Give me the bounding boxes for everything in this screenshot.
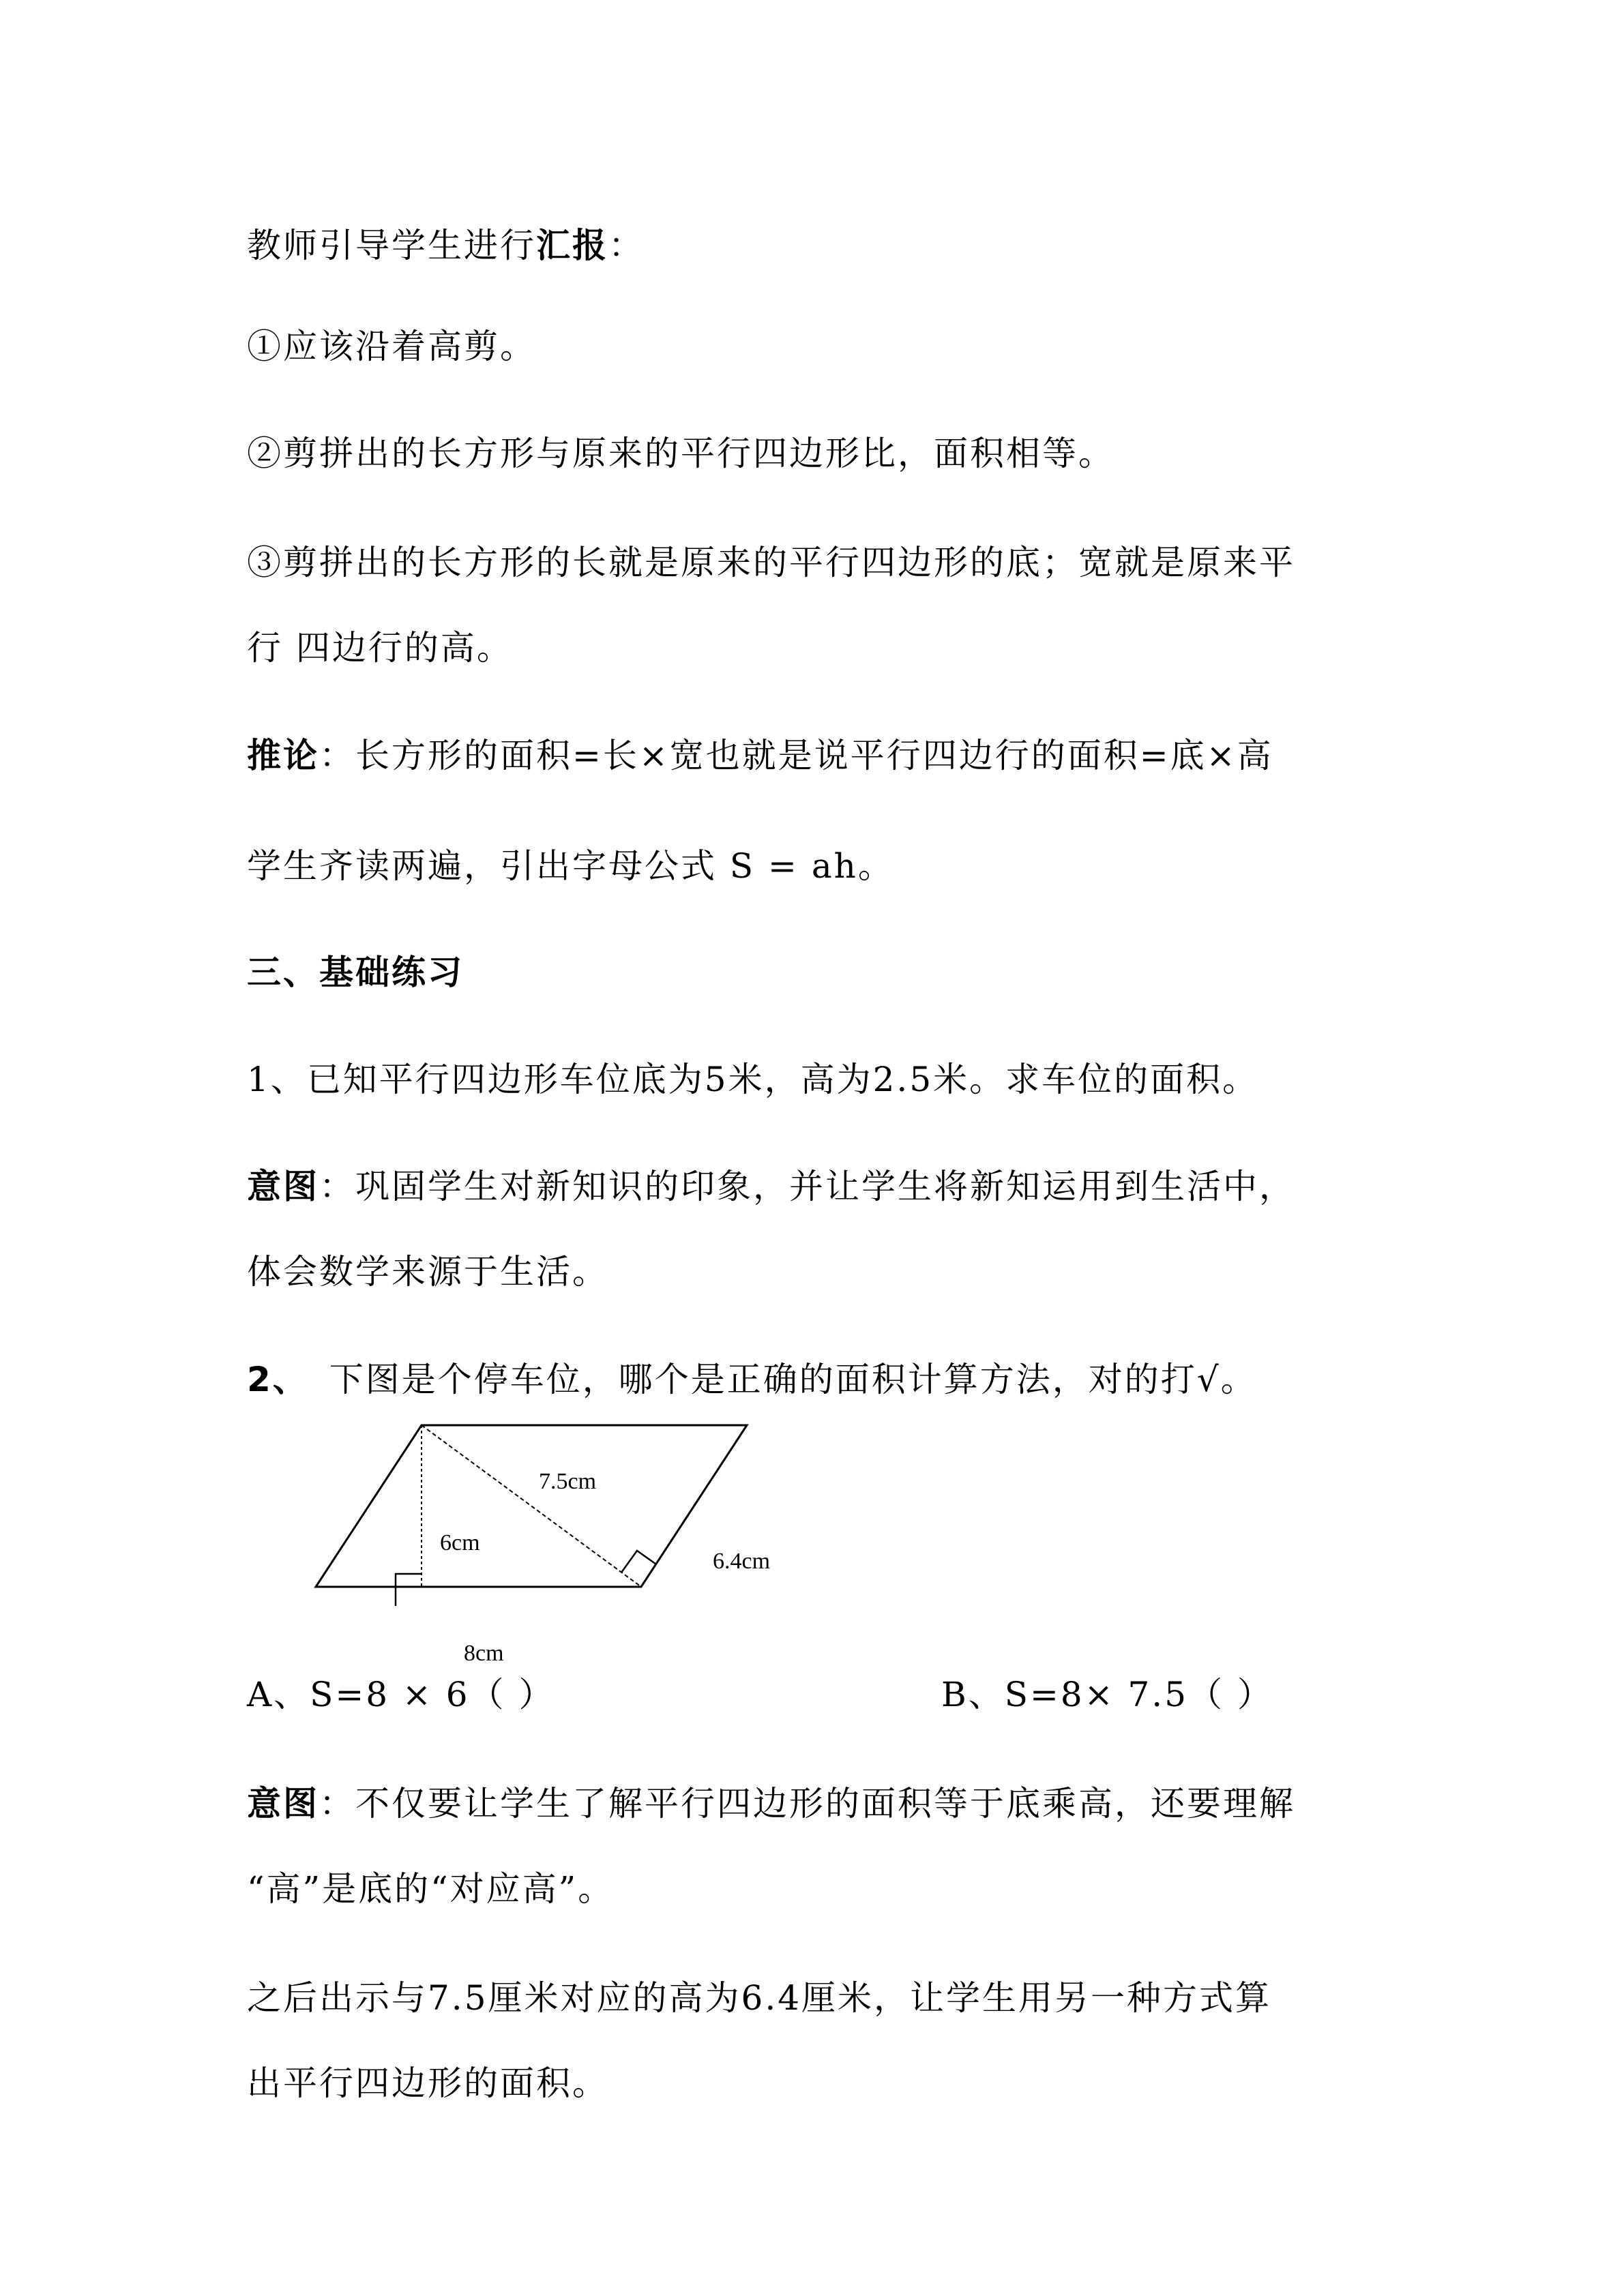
question-2-number: 2、	[247, 1360, 309, 1399]
inference-line	[247, 735, 1273, 776]
right-angle-mark-base	[396, 1574, 422, 1606]
report-suffix: ：	[608, 226, 645, 265]
right-angle-mark-side	[621, 1551, 656, 1572]
point-2: ②剪拼出的长方形与原来的平行四边形比，面积相等。	[247, 434, 1114, 473]
intent-2-line-1	[247, 1783, 1295, 1824]
label-side: 6.4cm	[713, 1549, 771, 1574]
label-base: 8cm	[464, 1641, 504, 1666]
report-bold: 汇报	[536, 226, 608, 265]
question-1: 1、已知平行四边形车位底为5米，高为2.5米。求车位的面积。	[247, 1060, 1259, 1099]
question-2-text: 下图是个停车位，哪个是正确的面积计算方法，对的打√。	[329, 1360, 1257, 1399]
option-b: B、S=8× 7.5（ ）	[941, 1675, 1273, 1714]
point-3-line-2: 行 四边行的高。	[247, 628, 513, 668]
parallelogram-outline	[316, 1425, 747, 1587]
followup-line-1: 之后出示与7.5厘米对应的高为6.4厘米，让学生用另一种方式算	[247, 1978, 1272, 2018]
read-aloud-line: 学生齐读两遍，引出字母公式 S = ah。	[247, 846, 894, 886]
inference-rest: ：长方形的面积=长×宽也就是说平行四边行的面积=底×高	[319, 736, 1273, 775]
question-2	[247, 1359, 1257, 1400]
option-a: A、S=8 × 6（ ）	[247, 1675, 555, 1714]
report-line	[247, 225, 645, 266]
intent-2-rest: ：不仅要让学生了解平行四边形的面积等于底乘高，还要理解	[319, 1784, 1295, 1823]
point-3-line-1: ③剪拼出的长方形的长就是原来的平行四边形的底；宽就是原来平	[247, 543, 1295, 582]
intent-1-rest: ：巩固学生对新知识的印象，并让学生将新知运用到生活中，	[319, 1167, 1295, 1206]
intent-1-bold: 意图	[247, 1167, 319, 1206]
inference-bold: 推论	[247, 736, 319, 775]
section-title-basic-practice: 三、基础练习	[247, 953, 464, 992]
intent-1-line-1	[247, 1166, 1295, 1207]
label-height: 6cm	[440, 1530, 480, 1555]
report-prefix: 教师引导学生进行	[247, 226, 536, 265]
intent-1-line-2: 体会数学来源于生活。	[247, 1252, 608, 1292]
point-1: ①应该沿着高剪。	[247, 327, 536, 366]
intent-2-line-2: “高”是底的“对应高”。	[247, 1869, 615, 1909]
diagonal-line	[422, 1425, 641, 1587]
label-diagonal: 7.5cm	[539, 1469, 597, 1494]
intent-2-bold: 意图	[247, 1784, 319, 1823]
followup-line-2: 出平行四边形的面积。	[247, 2063, 608, 2103]
parallelogram-figure	[300, 1405, 818, 1678]
